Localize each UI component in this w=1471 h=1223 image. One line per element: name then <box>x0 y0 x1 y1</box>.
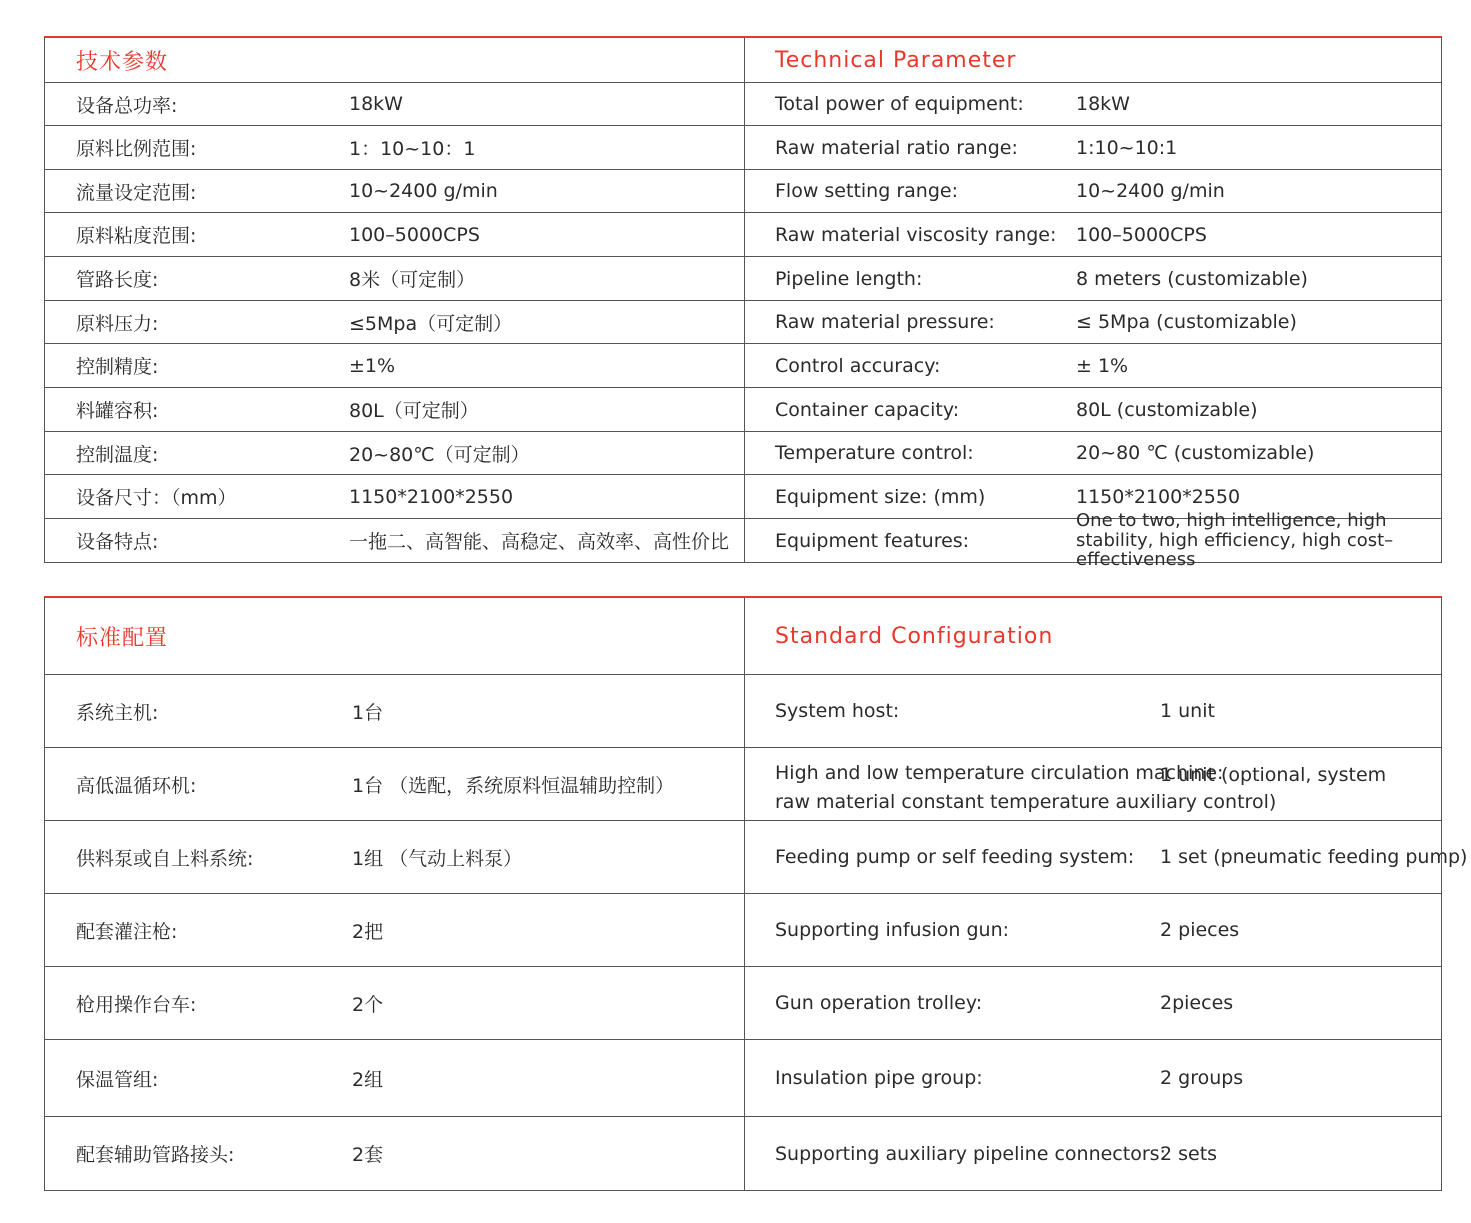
row-label: 设备尺寸：（mm） <box>76 487 237 509</box>
table-row <box>744 747 1441 820</box>
table-row <box>45 474 744 518</box>
section-title: Standard Configuration <box>775 623 1054 649</box>
row-value: 18kW <box>1076 93 1130 115</box>
row-value: 20~80℃（可定制） <box>349 443 530 466</box>
row-value: 1:10~10:1 <box>1076 136 1178 159</box>
row-value: 2 pieces <box>1160 919 1240 941</box>
row-label: 管路长度: <box>76 269 159 291</box>
table-header-row <box>744 598 1441 674</box>
row-value: 1台 （选配，系统原料恒温辅助控制） <box>352 774 675 797</box>
row-label: 原料比例范围: <box>76 138 197 160</box>
row-value: ≤ 5Mpa (customizable) <box>1076 311 1297 333</box>
row-label: 控制精度: <box>76 356 159 378</box>
table-row <box>744 674 1441 747</box>
row-value: 100–5000CPS <box>1076 223 1207 246</box>
table-header-row <box>45 38 744 82</box>
row-value: 1 unit <box>1160 700 1215 722</box>
table-row <box>744 300 1441 343</box>
row-value: 80L（可定制） <box>349 400 479 422</box>
row-label: Feeding pump or self feeding system: <box>775 846 1135 868</box>
row-value: 1150*2100*2550 <box>349 485 514 508</box>
table-header-row <box>45 598 744 674</box>
row-label: 枪用操作台车: <box>76 993 197 1016</box>
table-row <box>45 343 744 387</box>
table-row <box>744 431 1441 474</box>
chinese-column <box>45 598 745 1190</box>
standard-configuration-table <box>44 596 1468 1191</box>
table-row <box>45 256 744 300</box>
table-row <box>45 212 744 256</box>
row-label: Raw material ratio range: <box>775 136 1018 159</box>
table-row <box>45 966 744 1039</box>
row-label: Raw material pressure: <box>775 311 995 333</box>
table-row <box>45 674 744 747</box>
row-value: 1组 （气动上料泵） <box>352 847 523 870</box>
table-row <box>45 1116 744 1190</box>
table-row <box>45 431 744 474</box>
row-value: 10~2400 g/min <box>349 180 498 202</box>
row-label: 设备总功率: <box>76 94 178 117</box>
row-value: 1150*2100*2550 <box>1076 485 1241 508</box>
row-label: 系统主机: <box>76 701 159 724</box>
row-label: 设备特点: <box>76 531 159 553</box>
table-row <box>744 1039 1441 1116</box>
row-label: 配套辅助管路接头: <box>76 1144 235 1166</box>
row-value: One to two, high intelligence, high stability, high efficiency, high cost–effectiveness <box>1076 509 1394 571</box>
row-value: 100–5000CPS <box>349 223 480 246</box>
english-column <box>744 38 1441 571</box>
table-row <box>744 509 1441 571</box>
row-value: ±1% <box>349 354 396 377</box>
technical-parameter-table <box>44 36 1442 571</box>
row-label: Gun operation trolley: <box>775 992 983 1014</box>
row-value: 1台 <box>352 701 384 724</box>
row-label: 保温管组: <box>76 1068 159 1091</box>
table-row <box>45 1039 744 1116</box>
section-title: Technical Parameter <box>775 47 1017 73</box>
table-row <box>744 387 1441 431</box>
row-value: 1 set (pneumatic feeding pump) <box>1160 846 1468 868</box>
english-column <box>744 598 1468 1190</box>
row-value: 10~2400 g/min <box>1076 180 1225 202</box>
table-row <box>744 893 1441 966</box>
row-value: 1 unit (optional, system raw material constant temperature auxiliary control) <box>775 764 1387 813</box>
row-label: Temperature control: <box>775 442 974 464</box>
row-label: 控制温度: <box>76 443 159 466</box>
row-label: Supporting infusion gun: <box>775 919 1010 941</box>
row-label: 供料泵或自上料系统: <box>76 847 254 870</box>
row-label: Raw material viscosity range: <box>775 223 1057 246</box>
row-value: 2 sets <box>1160 1142 1218 1165</box>
chinese-column <box>45 38 745 562</box>
table-row <box>744 1116 1441 1190</box>
table-row <box>744 125 1441 169</box>
row-value: 1：10~10：1 <box>349 138 476 160</box>
row-value: 8 meters (customizable) <box>1076 267 1308 290</box>
row-label: Equipment size: (mm) <box>775 485 986 508</box>
table-row <box>45 169 744 212</box>
row-value: 一拖二、高智能、高稳定、高效率、高性价比 <box>349 531 730 553</box>
section-title: 标准配置 <box>76 625 169 651</box>
row-label: Container capacity: <box>775 398 960 421</box>
row-label: 高低温循环机: <box>76 774 197 797</box>
row-value: 80L (customizable) <box>1076 398 1258 421</box>
row-label: 原料粘度范围: <box>76 225 197 247</box>
row-label: System host: <box>775 700 900 722</box>
row-label: High and low temperature circulation machine: <box>775 762 1224 784</box>
table-row <box>744 256 1441 300</box>
row-value: 2套 <box>352 1144 384 1166</box>
table-header-row <box>744 38 1441 82</box>
table-row <box>45 747 744 820</box>
table-row <box>744 820 1468 893</box>
row-label: 原料压力: <box>76 312 159 335</box>
row-label: Equipment features: <box>775 529 970 552</box>
row-value: 2个 <box>352 993 384 1016</box>
row-value: ≤5Mpa（可定制） <box>349 312 513 335</box>
row-label: 流量设定范围: <box>76 181 197 204</box>
table-row <box>744 169 1441 212</box>
table-row <box>45 518 744 562</box>
row-value: 2把 <box>352 920 384 943</box>
row-value: 20~80 ℃ (customizable) <box>1076 442 1315 464</box>
row-value: 2 groups <box>1160 1067 1244 1089</box>
row-value: 2pieces <box>1160 992 1234 1014</box>
section-title: 技术参数 <box>76 49 169 75</box>
row-label: 料罐容积: <box>76 400 159 422</box>
row-label: Total power of equipment: <box>775 93 1024 115</box>
row-label: Flow setting range: <box>775 180 958 202</box>
table-row <box>45 300 744 343</box>
table-row <box>45 820 744 893</box>
row-label: Supporting auxiliary pipeline connectors: <box>775 1142 1166 1165</box>
table-row <box>744 212 1441 256</box>
row-label: Pipeline length: <box>775 267 923 290</box>
table-row <box>45 387 744 431</box>
table-row <box>744 82 1441 125</box>
table-row <box>744 343 1441 387</box>
table-row <box>45 893 744 966</box>
table-row <box>45 125 744 169</box>
row-value: ± 1% <box>1076 354 1129 377</box>
table-row <box>45 82 744 125</box>
table-row <box>744 966 1441 1039</box>
row-value: 8米（可定制） <box>349 269 476 291</box>
row-value: 2组 <box>352 1068 384 1091</box>
row-label: Control accuracy: <box>775 354 941 377</box>
row-label: 配套灌注枪: <box>76 920 178 943</box>
row-value: 18kW <box>349 93 403 115</box>
row-label: Insulation pipe group: <box>775 1067 983 1089</box>
